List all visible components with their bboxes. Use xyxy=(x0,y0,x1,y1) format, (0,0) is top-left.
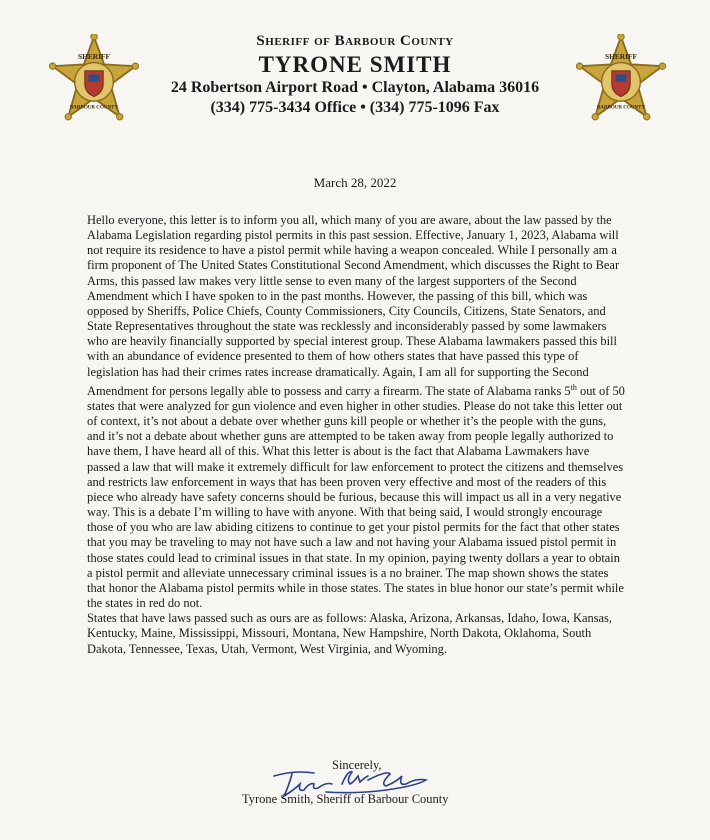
letterhead xyxy=(150,32,560,118)
letterhead-address: 24 Robertson Airport Road • Clayton, Alabama 36016 xyxy=(170,79,540,96)
badge-top-text: SHERIFF xyxy=(78,51,110,61)
letterhead-phone: (334) 775-3434 Office • (334) 775-1096 Fax xyxy=(210,99,500,116)
closing-sincerely: Sincerely, xyxy=(332,758,382,772)
signatory-name: Tyrone Smith, Sheriff of Barbour County xyxy=(242,792,449,806)
badge-top-text: SHERIFF xyxy=(605,51,637,61)
body-p1-part-b: out of 50 states that were analyzed for gun violence and even higher in other studies. Please do not take this letter out of context, it’s not about a debate over whether guns kill people or whether it’s the people with the guns, and it’s not a debate about whether guns are attempted to be taken away from people legally authorized to have them, I have heard all of this. What this letter is about is the fact that Alabama Lawmakers have passed a law that will make it extremely difficult for law enforcement to protect the citizens and themselves and restricts law enforcement in ways that has been proven very effective and most of the readers of this piece who already have safety concerns should be furious, because this will impact us all in a very negative way. This is a debate I’m willing to have with anyone. With that being said, I would strongly encourage those of you who are law abiding citizens to continue to get your pistol permits for the fact that other states that you may be traveling to may not have such a law and not having your Alabama issued pistol permit in those states could lead to criminal issues in that state. In my opinion, paying twenty dollars a year to obtain a pistol permit and alleviate unnecessary criminal issues is a no brainer. The map shown shows the states that honor the Alabama pistol permits while in those states. The states in blue honor our state’s permit while the states in red do not. xyxy=(87,383,625,611)
sheriff-star-badge-right xyxy=(575,34,667,126)
letterhead-office: Sheriff of Barbour County xyxy=(256,33,454,49)
letter-date: March 28, 2022 xyxy=(313,175,397,190)
badge-bottom-text: BARBOUR COUNTY xyxy=(596,104,646,111)
letterhead-name: TYRONE SMITH xyxy=(258,52,452,77)
sheriff-star-badge-left xyxy=(48,34,140,126)
body-paragraph-2: States that have laws passed such as ours are as follows: Alaska, Arizona, Arkansas, Idaho, Iowa, Kansas, Kentucky, Maine, Mississippi, Missouri, Montana, New Hampshire, North Dakota, Oklahoma, South Dakota, Tennessee, Texas, Utah, Vermont, West Virginia, and Wyoming. xyxy=(87,611,613,656)
body-paragraph-1 xyxy=(87,213,625,611)
badge-bottom-text: BARBOUR COUNTY xyxy=(69,104,119,111)
signature-block xyxy=(242,758,510,828)
body-p1-part-a: Hello everyone, this letter is to inform you all, which many of you are aware, about the law passed by the Alabama Legislation regarding pistol permits in this past session. Effective, January 1, 2023, Alabama will not require its residence to have a pistol permit while having a weapon concealed. While I personally am a firm proponent of The United States Constitutional Second Amendment, which discusses the Right to Bear Arms, this passed law makes very little sense to even many of the largest supporters of the Second Amendment which I have spoken to in the past months. However, the passing of this bill, which was opposed by Sheriffs, Police Chiefs, County Commissioners, City Councils, Citizens, State Senators, and State Representatives throughout the state was recklessly and inconsiderably passed by some lawmakers who are heavily financially supported by special interest group. These Alabama lawmakers passed this bill with an abundance of evidence presented to them of how others states that have passed this type of legislation has had their crimes rates increase dramatically. Again, I am all for supporting the Second Amendment for persons legally able to possess and carry a firearm. The state of Alabama ranks 5 xyxy=(87,213,620,398)
letter-body xyxy=(87,213,625,657)
ordinal-suffix: th xyxy=(570,382,577,392)
